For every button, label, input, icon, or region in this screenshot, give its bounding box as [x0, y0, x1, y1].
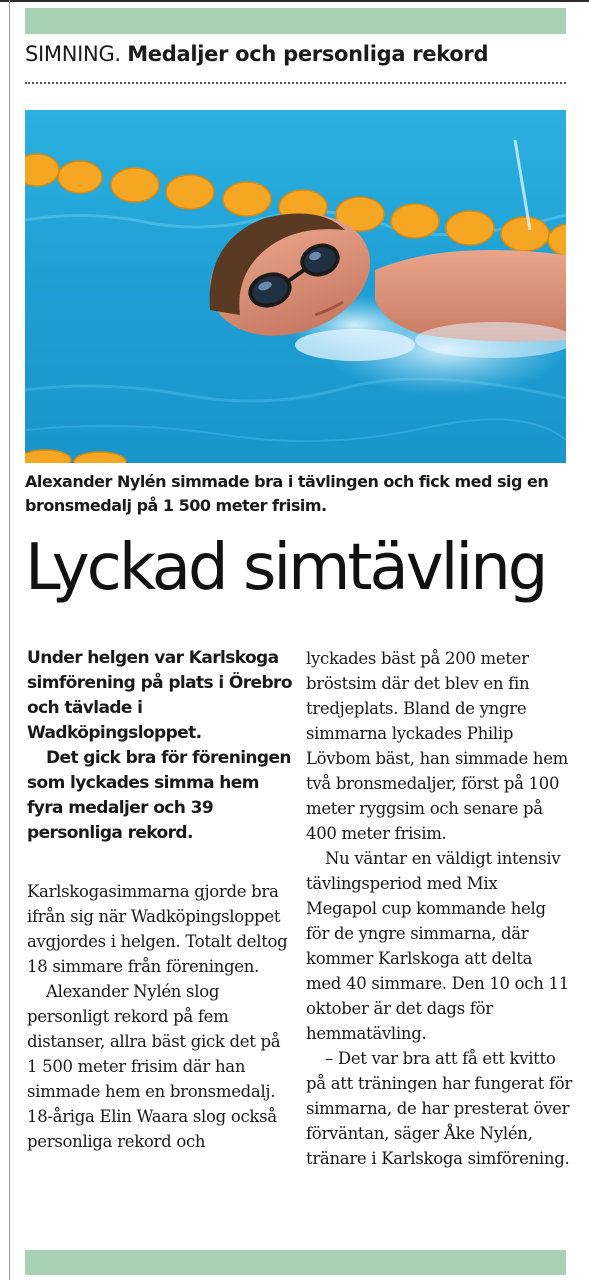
body-paragraph: Nu väntar en väldigt intensiv tävlingsperiod med Mix Megapol cup kommande helg för de yngre simmarna, där kommer Karlskoga att delta med 40 simmare. Den 10 och 11 oktober är det dags för hemmatävling. — [306, 849, 569, 1043]
article-kicker — [25, 40, 566, 72]
article-body-left — [27, 879, 293, 1154]
article-column-left — [27, 646, 293, 1154]
ingress-paragraph: Under helgen var Karlskoga simförening på plats i Örebro och tävlade i Wadköpingsloppet. — [27, 648, 292, 743]
body-paragraph: – Det var bra att få ett kvitto på att träningen har fungerat för simmarna, de har presterat över förväntan, säger Åke Nylén, tränare i Karlskoga simförening. — [306, 1049, 572, 1168]
article-ingress — [27, 646, 293, 846]
body-paragraph: lyckades bäst på 200 meter bröstsim där det blev en fin tredjeplats. Bland de yngre simmarna lyckades Philip Lövbom bäst, han simmade hem två bronsmedaljer, först på 100 meter ryggsim och senare på 400 meter frisim. — [306, 649, 569, 843]
body-paragraph: Karlskogasimmarna gjorde bra ifrån sig när Wadköpingsloppet avgjordes i helgen. Totalt deltog 18 simmare från föreningen. — [27, 882, 288, 976]
article-body-right — [306, 646, 572, 1171]
top-accent-bar — [25, 8, 566, 34]
photo-caption: Alexander Nylén simmade bra i tävlingen och fick med sig en bronsmedalj på 1 500 meter frisim. — [25, 472, 549, 515]
left-margin-rule — [9, 0, 10, 1280]
bottom-accent-bar — [25, 1250, 566, 1275]
section-label: SIMNING. — [25, 42, 121, 66]
article-photo — [25, 110, 566, 463]
article-column-right — [306, 646, 572, 1171]
top-border — [0, 0, 589, 2]
article-headline: Lyckad simtävling — [25, 531, 546, 605]
topic-label: Medaljer och personliga rekord — [127, 42, 489, 66]
ingress-paragraph: Det gick bra för föreningen som lyckades simma hem fyra medaljer och 39 personliga rekord. — [27, 748, 291, 843]
swimmer-photo-icon — [25, 110, 566, 463]
body-paragraph: Alexander Nylén slog personligt rekord på fem distanser, allra bäst gick det på 1 500 meter frisim där han simmade hem en bronsmedalj. 18-åriga Elin Waara slog också personliga rekord och — [27, 982, 281, 1151]
kicker-divider — [25, 82, 566, 84]
